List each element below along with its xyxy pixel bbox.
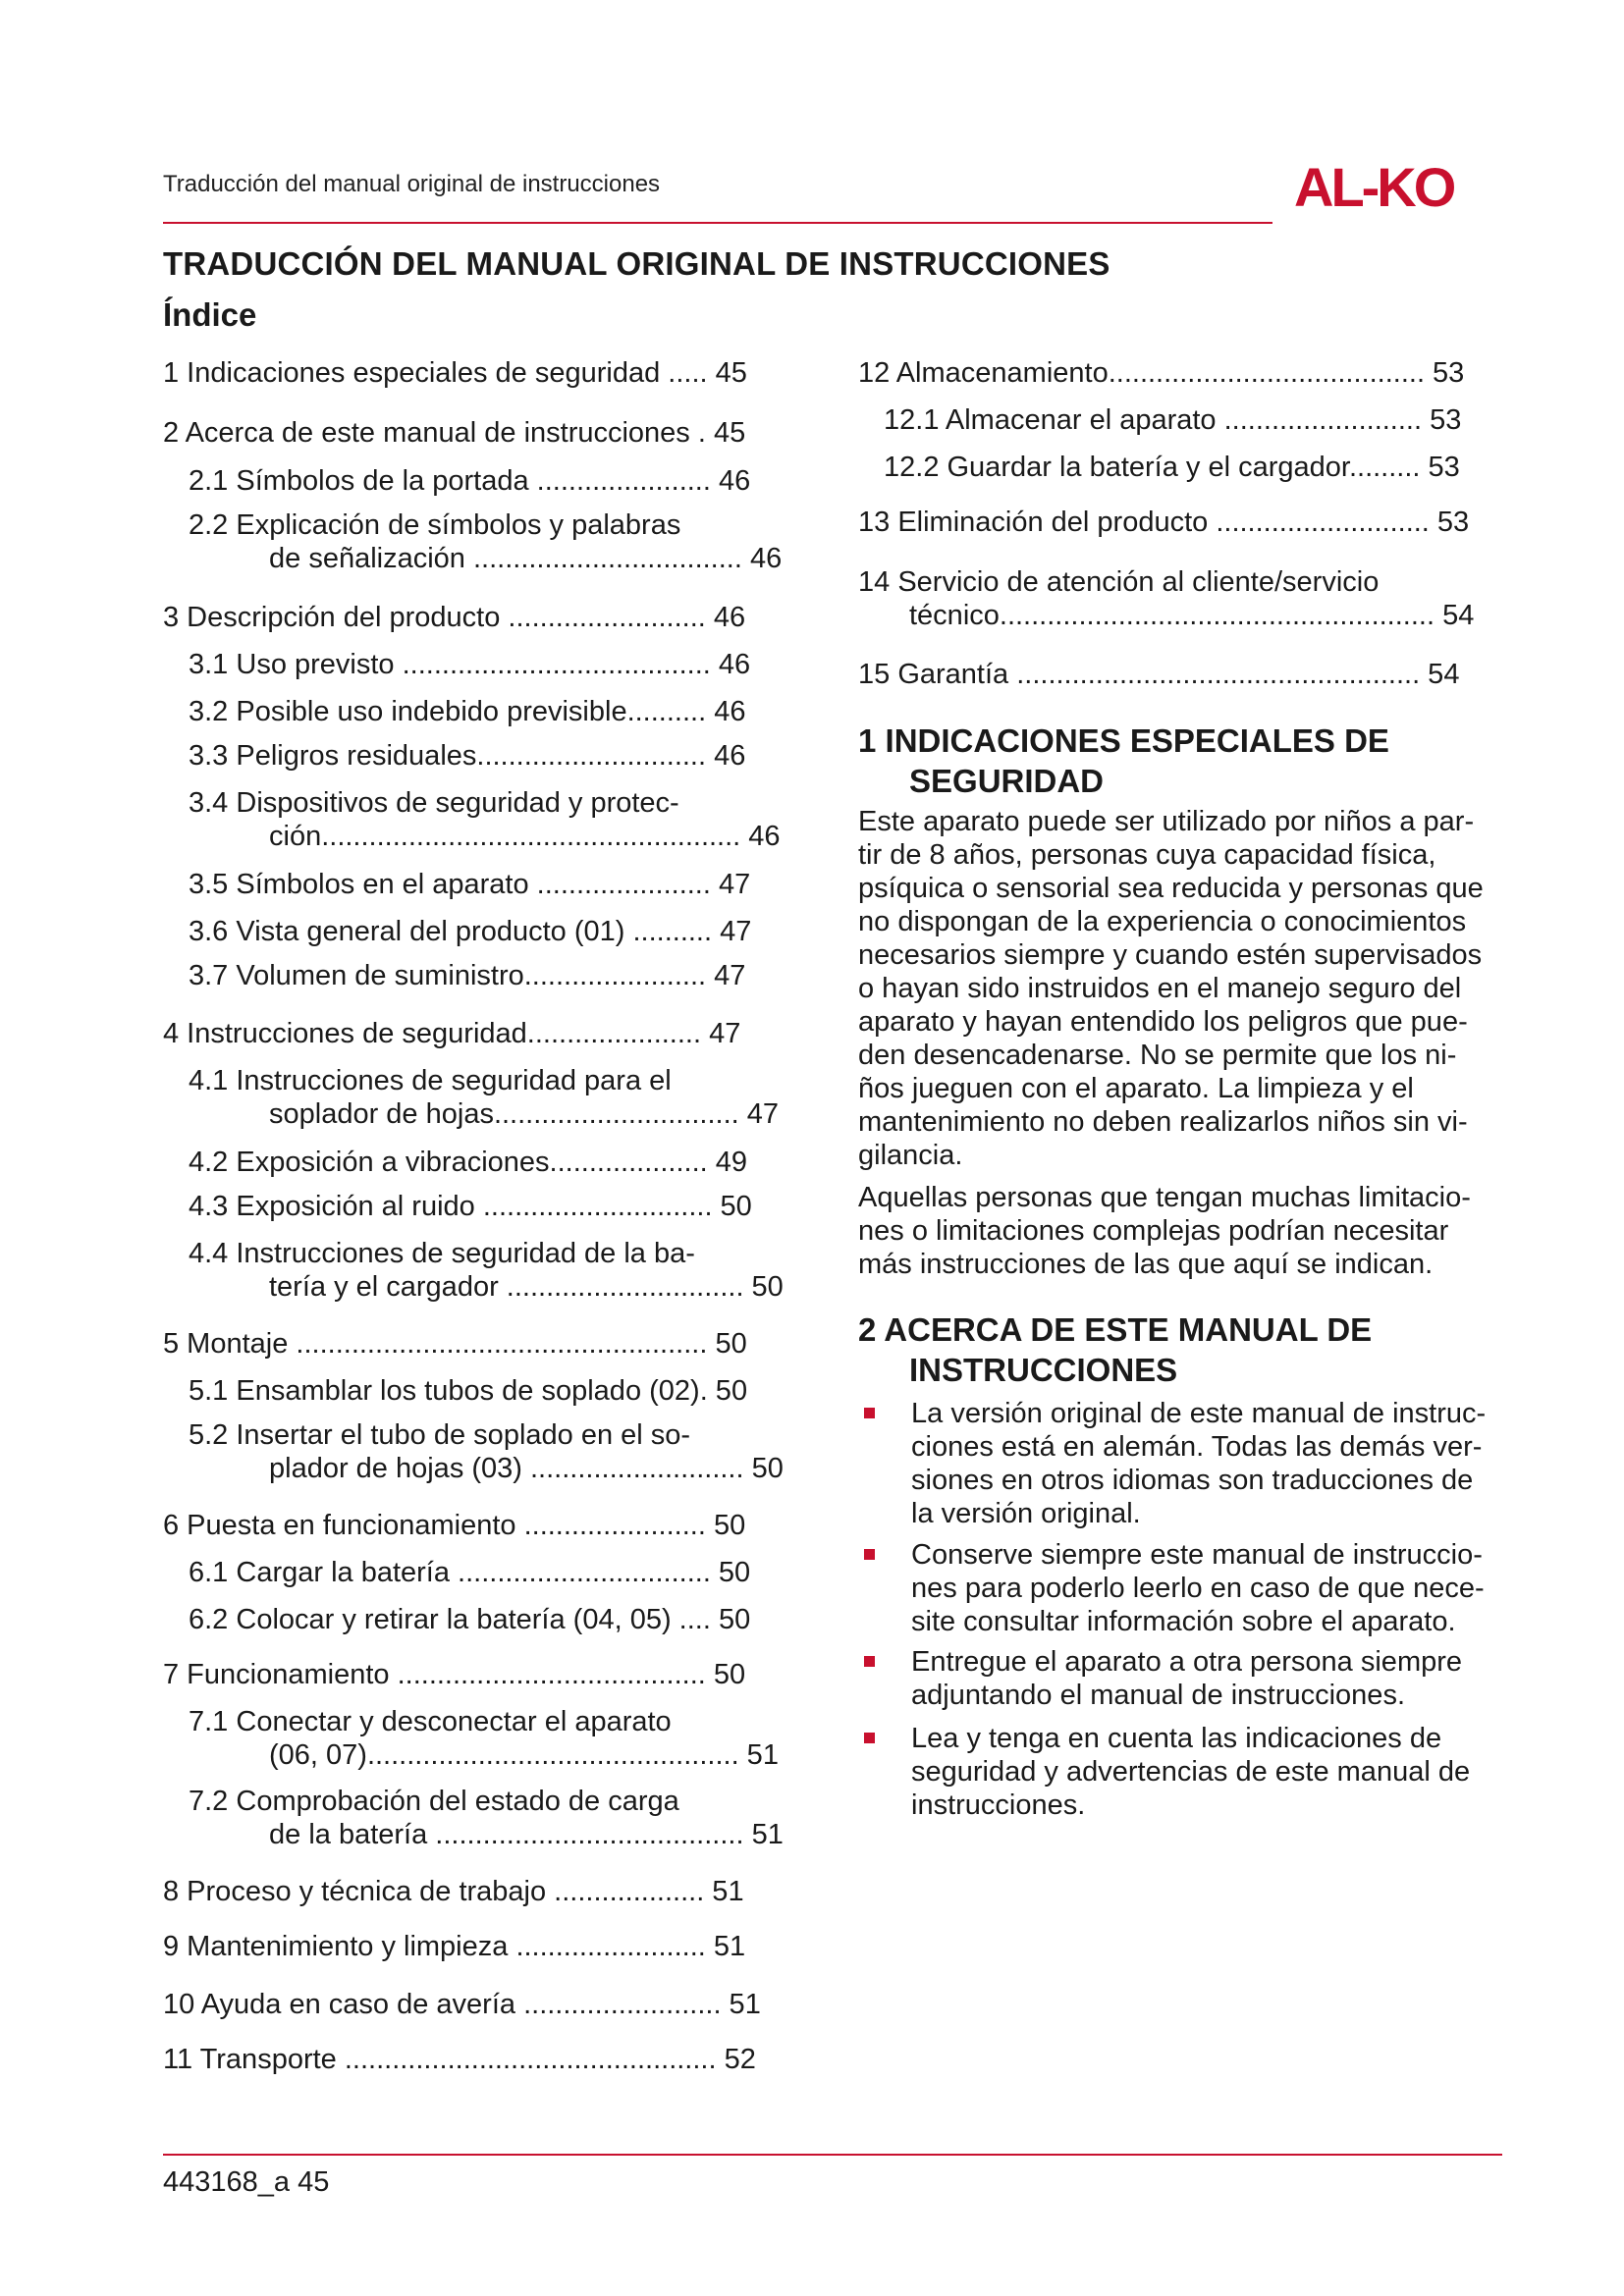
- toc-entry[interactable]: 12 Almacenamiento........................................ 53: [858, 357, 1465, 389]
- toc-entry[interactable]: 9 Mantenimiento y limpieza ........................ 51: [163, 1931, 746, 1962]
- toc-entry[interactable]: 4.1 Instrucciones de seguridad para el soplador de hojas............................... 47: [189, 1065, 780, 1130]
- document-title: TRADUCCIÓN DEL MANUAL ORIGINAL DE INSTRUCCIONES: [163, 245, 1110, 282]
- bullet-square-icon: [864, 1656, 875, 1667]
- toc-entry[interactable]: 2.2 Explicación de símbolos y palabras de señalización .................................. 46: [189, 509, 783, 574]
- running-header: Traducción del manual original de instrucciones: [163, 171, 661, 197]
- toc-entry[interactable]: 6 Puesta en funcionamiento ....................... 50: [163, 1510, 746, 1541]
- safety-paragraph: Este aparato puede ser utilizado por niños a par- tir de 8 años, personas cuya capacidad física, psíquica o sensorial sea reducida y personas que no dispongan de la experiencia o conocimientos necesarios siempre y cuando estén supervisados o hayan sido instruidos en el manejo seguro del aparato y hayan entendido los peligros que pue- den desencadenarse. No se permite que los ni- ños jueguen con el aparato. La limpieza y el mantenimiento no deben realizarlos niños sin vi- gilancia.: [858, 806, 1484, 1171]
- heading-line: SEGURIDAD: [909, 763, 1105, 799]
- toc-entry[interactable]: 3.2 Posible uso indebido previsible.......... 46: [189, 696, 746, 727]
- heading-line: INSTRUCCIONES: [909, 1352, 1178, 1388]
- bullet-square-icon: [864, 1549, 875, 1560]
- toc-entry[interactable]: 3.4 Dispositivos de seguridad y protec- ción..................................................... 46: [189, 787, 781, 852]
- footer-rule: [163, 2154, 1502, 2156]
- toc-entry[interactable]: 3.1 Uso previsto ....................................... 46: [189, 649, 751, 680]
- toc-entry[interactable]: 5 Montaje .................................................... 50: [163, 1328, 747, 1360]
- toc-entry[interactable]: 3.3 Peligros residuales............................. 46: [189, 740, 746, 772]
- toc-entry[interactable]: 3.6 Vista general del producto (01) .......... 47: [189, 916, 752, 947]
- section-heading: [858, 1309, 1372, 1390]
- toc-entry[interactable]: 12.1 Almacenar el aparato ......................... 53: [884, 404, 1462, 436]
- toc-entry[interactable]: 15 Garantía ................................................... 54: [858, 659, 1460, 690]
- header-rule: [163, 222, 1272, 224]
- toc-entry[interactable]: 7.1 Conectar y desconectar el aparato (06, 07)............................................... 51: [189, 1706, 779, 1771]
- heading-line: 1 INDICACIONES ESPECIALES DE: [858, 722, 1389, 759]
- toc-entry[interactable]: 2.1 Símbolos de la portada ...................... 46: [189, 465, 751, 497]
- toc-entry[interactable]: 3 Descripción del producto ......................... 46: [163, 602, 746, 633]
- toc-entry[interactable]: 13 Eliminación del producto ........................... 53: [858, 507, 1470, 538]
- toc-entry[interactable]: 10 Ayuda en caso de avería ......................... 51: [163, 1989, 761, 2020]
- heading-line: 2 ACERCA DE ESTE MANUAL DE: [858, 1311, 1373, 1348]
- limitations-paragraph: Aquellas personas que tengan muchas limitacio- nes o limitaciones complejas podrían necesitar más instrucciones de las que aquí se indican.: [858, 1182, 1471, 1280]
- toc-entry[interactable]: 1 Indicaciones especiales de seguridad ..... 45: [163, 357, 747, 389]
- toc-entry[interactable]: 6.2 Colocar y retirar la batería (04, 05) .... 50: [189, 1604, 751, 1635]
- toc-entry[interactable]: 6.1 Cargar la batería ................................ 50: [189, 1557, 751, 1588]
- bullet-square-icon: [864, 1733, 875, 1743]
- toc-entry[interactable]: 7.2 Comprobación del estado de carga de la batería ....................................... 51: [189, 1786, 784, 1850]
- index-heading: Índice: [163, 296, 257, 333]
- toc-entry[interactable]: 5.2 Insertar el tubo de soplado en el so- plador de hojas (03) ........................... 50: [189, 1419, 784, 1484]
- bullet-square-icon: [864, 1408, 875, 1418]
- section-heading: [858, 721, 1389, 801]
- svg-text:AL-KO: AL-KO: [1294, 157, 1454, 216]
- toc-entry[interactable]: 4.2 Exposición a vibraciones.................... 49: [189, 1147, 747, 1178]
- toc-entry[interactable]: 11 Transporte ............................................... 52: [163, 2044, 756, 2075]
- toc-entry[interactable]: 4.4 Instrucciones de seguridad de la ba- tería y el cargador .............................. 50: [189, 1238, 784, 1303]
- toc-entry[interactable]: 3.7 Volumen de suministro....................... 47: [189, 960, 746, 991]
- toc-entry[interactable]: 3.5 Símbolos en el aparato ...................... 47: [189, 869, 751, 900]
- page-footer: 443168_a 45: [163, 2166, 330, 2198]
- toc-entry[interactable]: 8 Proceso y técnica de trabajo ................... 51: [163, 1876, 744, 1907]
- toc-entry[interactable]: 4.3 Exposición al ruido ............................. 50: [189, 1191, 752, 1222]
- toc-entry[interactable]: 5.1 Ensamblar los tubos de soplado (02). 50: [189, 1375, 748, 1407]
- toc-entry[interactable]: 12.2 Guardar la batería y el cargador......... 53: [884, 452, 1460, 483]
- toc-entry[interactable]: 14 Servicio de atención al cliente/servicio técnico....................................................... 54: [858, 566, 1475, 631]
- toc-entry[interactable]: 2 Acerca de este manual de instrucciones . 45: [163, 417, 746, 449]
- al-ko-logo: [1294, 157, 1500, 216]
- toc-entry[interactable]: 4 Instrucciones de seguridad...................... 47: [163, 1018, 741, 1049]
- toc-entry[interactable]: 7 Funcionamiento ....................................... 50: [163, 1659, 746, 1690]
